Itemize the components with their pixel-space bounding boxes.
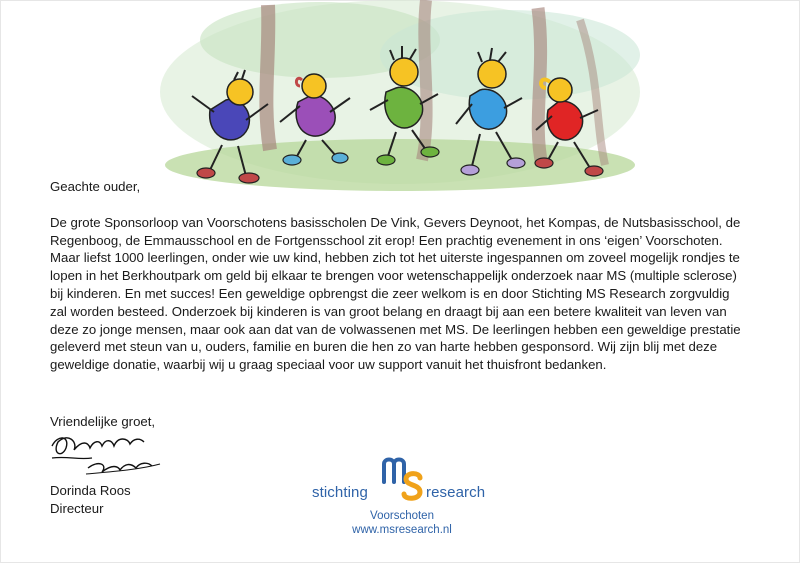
- signer-name: Dorinda Roos: [50, 483, 131, 498]
- handwritten-signature: [48, 428, 168, 480]
- ms-research-logo: [312, 452, 492, 552]
- logo-website[interactable]: www.msresearch.nl: [352, 524, 452, 536]
- logo-word-stichting: stichting: [312, 484, 368, 501]
- ms-logo-mark: [382, 456, 426, 504]
- signer-title: Directeur: [50, 500, 104, 516]
- logo-word-research: research: [426, 484, 486, 501]
- closing: Vriendelijke groet,: [50, 414, 156, 429]
- letter-body: [50, 178, 750, 374]
- signer-block: [50, 482, 131, 518]
- salutation: Geachte ouder,: [50, 179, 141, 194]
- running-children-illustration: [150, 0, 650, 200]
- logo-city: Voorschoten: [370, 510, 434, 522]
- letter-paragraph: De grote Sponsorloop van Voorschotens basisscholen De Vink, Gevers Deynoot, het Kompas, de Nutsbasisschool, de Regenboog, de Emmausschool en de Fortgensschool zit erop! Een prachtig evenement in ons ‘eigen’ Voorschoten. Maar liefst 1000 leerlingen, onder wie uw kind, hebben zich tot het uiterste ingespannen om zoveel mogelijk rondjes te lopen in het Berkhoutpark om geld bij elkaar te brengen voor wetenschappelijk onderzoek naar MS (multiple sclerose) bij kinderen. En met succes! Een geweldige opbrengst die zeer welkom is en door Stichting MS Research zorgvuldig zal worden besteed. Onderzoek bij kinderen is van groot belang en draagt bij aan een betere kwaliteit van leven van deze zo jonge mensen, maar ook aan dat van de volwassenen met MS. De leerlingen hebben een geweldige prestatie geleverd met steun van u, ouders, familie en buren die hen zo van harte hebben gesponsord. Wij zijn blij met deze geweldige donatie, waarbij wij u graag speciaal voor uw support vanuit het thuisfront bedanken.: [50, 214, 741, 373]
